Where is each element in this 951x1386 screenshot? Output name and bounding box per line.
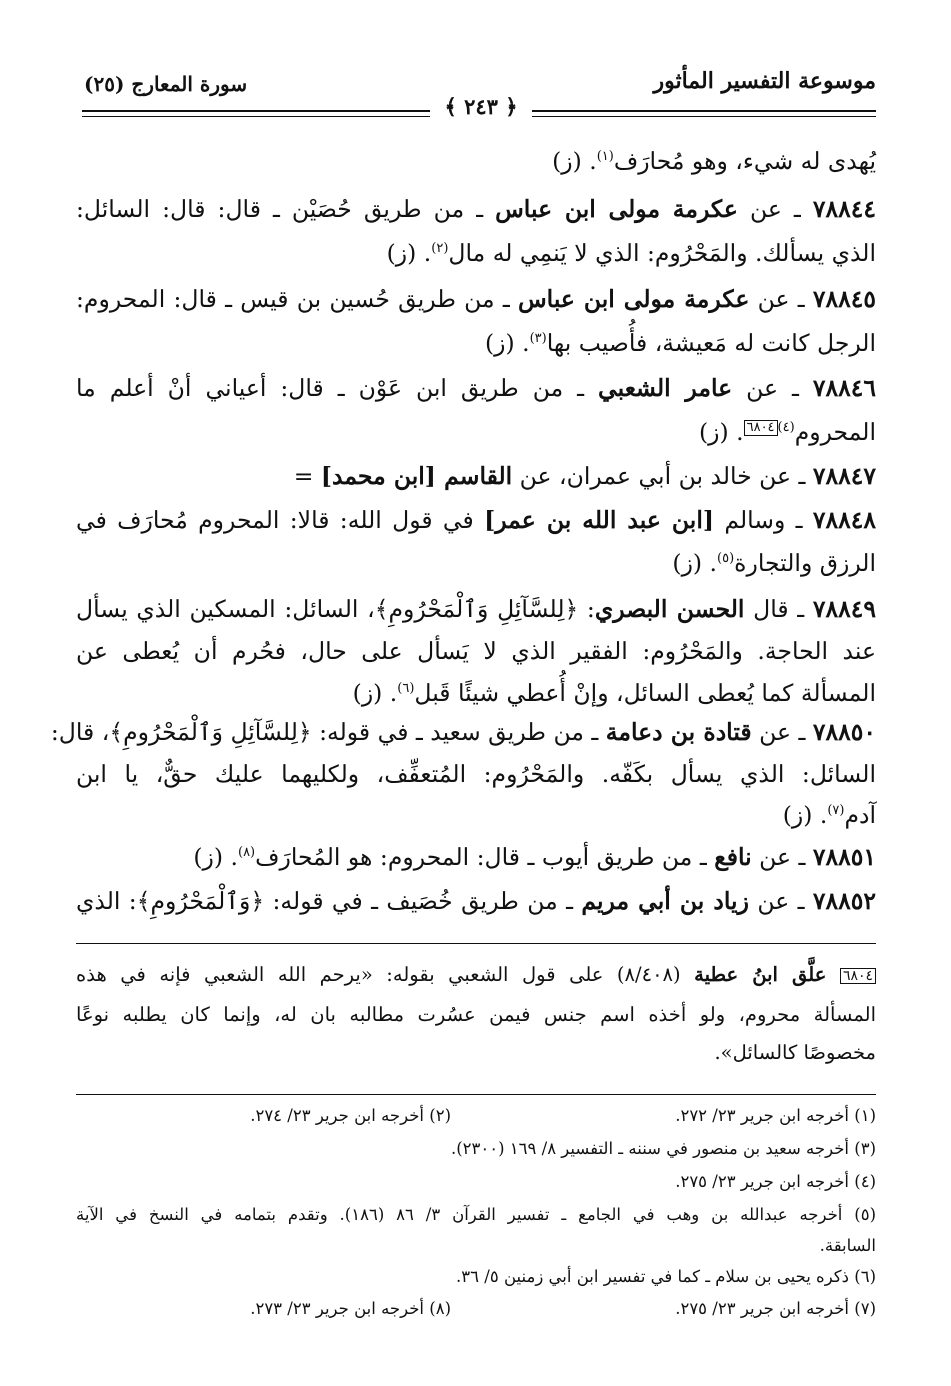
header-rule — [532, 110, 876, 112]
narration-number: ٧٨٨٤٥ — [812, 285, 876, 313]
narration-78850: ٧٨٨٥٠ ـ عن قتادة بن دعامة ـ من طريق سعيد ـ في قوله: ﴿لِلسَّآئِلِ وَٱلْمَحْرُومِ﴾، قال: — [50, 718, 876, 746]
narration-78849: ٧٨٨٤٩ ـ قال الحسن البصري: ﴿لِلسَّآئِلِ وَٱلْمَحْرُومِ﴾، السائل: المسكين الذي يسأل — [76, 595, 876, 623]
narration-number: ٧٨٨٤٤ — [812, 195, 876, 223]
narrator-name: [ابن عبد الله بن عمر] — [484, 506, 714, 534]
narration-number: ٧٨٨٤٦ — [812, 374, 876, 402]
narration-number: ٧٨٨٤٧ — [812, 462, 876, 490]
footnote-7: (٧) أخرجه ابن جرير ٢٣/ ٢٧٥. — [675, 1299, 876, 1318]
commentary-number-box: ٦٨٠٤ — [840, 968, 876, 984]
footnote-1: (١) أخرجه ابن جرير ٢٣/ ٢٧٢. — [675, 1106, 876, 1125]
header-rule — [82, 110, 430, 112]
narrator-name: الحسن البصري — [594, 595, 745, 623]
book-title: موسوعة التفسير المأثور — [653, 68, 876, 94]
text-line: يُهدى له شيء، وهو مُحارَف$^{(١)}$. (ز) — [552, 147, 876, 175]
commentary-line: ٦٨٠٤ علَّق ابنُ عطية (٨/٤٠٨) على قول الشعبي بقوله: «يرحم الله الشعبي فإنه في هذه — [76, 963, 876, 986]
footnote-4: (٤) أخرجه ابن جرير ٢٣/ ٢٧٥. — [675, 1172, 876, 1191]
text-line: الرجل كانت له مَعيشة، فأُصيب بها$^{(٣)}$. (ز) — [484, 329, 876, 357]
commentator-name: علَّق ابنُ عطية — [694, 963, 827, 986]
narration-number: ٧٨٨٥١ — [812, 843, 876, 871]
text-line: السائل: الذي يسأل بكَفّه. والمَحْرُوم: المُتعفِّف، ولكليهما عليك حقٌّ، يا ابن — [76, 760, 876, 788]
ornament-icon: ﴿ — [505, 94, 518, 119]
footnote-6: (٦) ذكره يحيى بن سلام ـ كما في تفسير ابن أبي زمنين ٥/ ٣٦. — [456, 1267, 876, 1286]
narration-78846: ٧٨٨٤٦ ـ عن عامر الشعبي ـ من طريق ابن عَوْن ـ قال: أعياني أنْ أعلم ما — [76, 374, 876, 402]
footnote-8: (٨) أخرجه ابن جرير ٢٣/ ٢٧٣. — [250, 1299, 451, 1318]
footnote-separator — [76, 1094, 876, 1095]
narration-78844: ٧٨٨٤٤ ـ عن عكرمة مولى ابن عباس ـ من طريق حُصَيْن ـ قال: قال: السائل: — [76, 195, 876, 223]
commentary-line: المسألة محروم، ولو أخذه اسم جنس فيمن عسُرت مطالبه بان له، وإنما كان يطلبه نوعًا — [76, 1003, 876, 1026]
text-line: الذي يسألك. والمَحْرُوم: الذي لا يَنمِي له مال$^{(٢)}$. (ز) — [386, 239, 876, 267]
footnote-5: (٥) أخرجه عبدالله بن وهب في الجامع ـ تفسير القرآن ٣/ ٨٦ (١٨٦). وتقدم بتمامه في النسخ في الآية — [76, 1205, 877, 1224]
header-rule — [532, 116, 876, 117]
narration-78847: ٧٨٨٤٧ ـ عن خالد بن أبي عمران، عن القاسم [ابن محمد] = — [293, 462, 876, 490]
text-line: المحروم$^{(٤)}$٦٨٠٤. (ز) — [698, 418, 876, 446]
narrator-name: عكرمة مولى ابن عباس — [495, 195, 738, 223]
narration-78848: ٧٨٨٤٨ ـ وسالم [ابن عبد الله بن عمر] في قول الله: قالا: المحروم مُحارَف في — [76, 506, 876, 534]
narrator-name: نافع — [714, 843, 752, 871]
ornament-icon: ﴾ — [444, 94, 457, 119]
narration-78851: ٧٨٨٥١ ـ عن نافع ـ من طريق أيوب ـ قال: المحروم: هو المُحارَف$^{(٨)}$. (ز) — [193, 843, 876, 871]
page-number-value: ٢٤٣ — [464, 94, 498, 119]
narration-number: ٧٨٨٤٨ — [812, 506, 876, 534]
narrator-name: القاسم [ابن محمد] — [320, 462, 513, 490]
narrator-name: عكرمة مولى ابن عباس — [517, 285, 750, 313]
footnote-3: (٣) أخرجه سعيد بن منصور في سننه ـ التفسير ٨/ ١٦٩ (٢٣٠٠). — [450, 1139, 876, 1158]
page-number — [437, 94, 525, 119]
commentary-separator — [76, 943, 876, 944]
narrator-name: عامر الشعبي — [598, 374, 733, 402]
narration-number: ٧٨٨٤٩ — [812, 595, 876, 623]
footnote-2: (٢) أخرجه ابن جرير ٢٣/ ٢٧٤. — [250, 1106, 451, 1125]
surah-title: سورة المعارج (٢٥) — [84, 72, 248, 96]
narrator-name: قتادة بن دعامة — [605, 718, 752, 746]
commentary-line: مخصوصًا كالسائل». — [714, 1041, 876, 1064]
text-line: عند الحاجة. والمَحْرُوم: الفقير الذي لا يَسأل على حال، فحُرم أن يُعطى عن — [76, 637, 876, 665]
text-line: المسألة كما يُعطى السائل، وإنْ أُعطي شيئًا قَبل$^{(٦)}$. (ز) — [352, 679, 876, 707]
commentary-ref-box: ٦٨٠٤ — [744, 420, 778, 436]
narration-number: ٧٨٨٥٠ — [812, 718, 876, 746]
narration-78852: ٧٨٨٥٢ ـ عن زياد بن أبي مريم ـ من طريق خُصَيف ـ في قوله: ﴿وَٱلْمَحْرُومِ﴾: الذي — [76, 887, 876, 915]
narrator-name: زياد بن أبي مريم — [581, 887, 749, 915]
text-line: الرزق والتجارة$^{(٥)}$. (ز) — [672, 549, 876, 577]
narration-number: ٧٨٨٥٢ — [812, 887, 876, 915]
header-rule — [82, 116, 430, 117]
narration-78845: ٧٨٨٤٥ ـ عن عكرمة مولى ابن عباس ـ من طريق حُسين بن قيس ـ قال: المحروم: — [76, 285, 876, 313]
text-line: آدم$^{(٧)}$. (ز) — [782, 801, 876, 829]
footnote-5-cont: السابقة. — [819, 1236, 876, 1255]
